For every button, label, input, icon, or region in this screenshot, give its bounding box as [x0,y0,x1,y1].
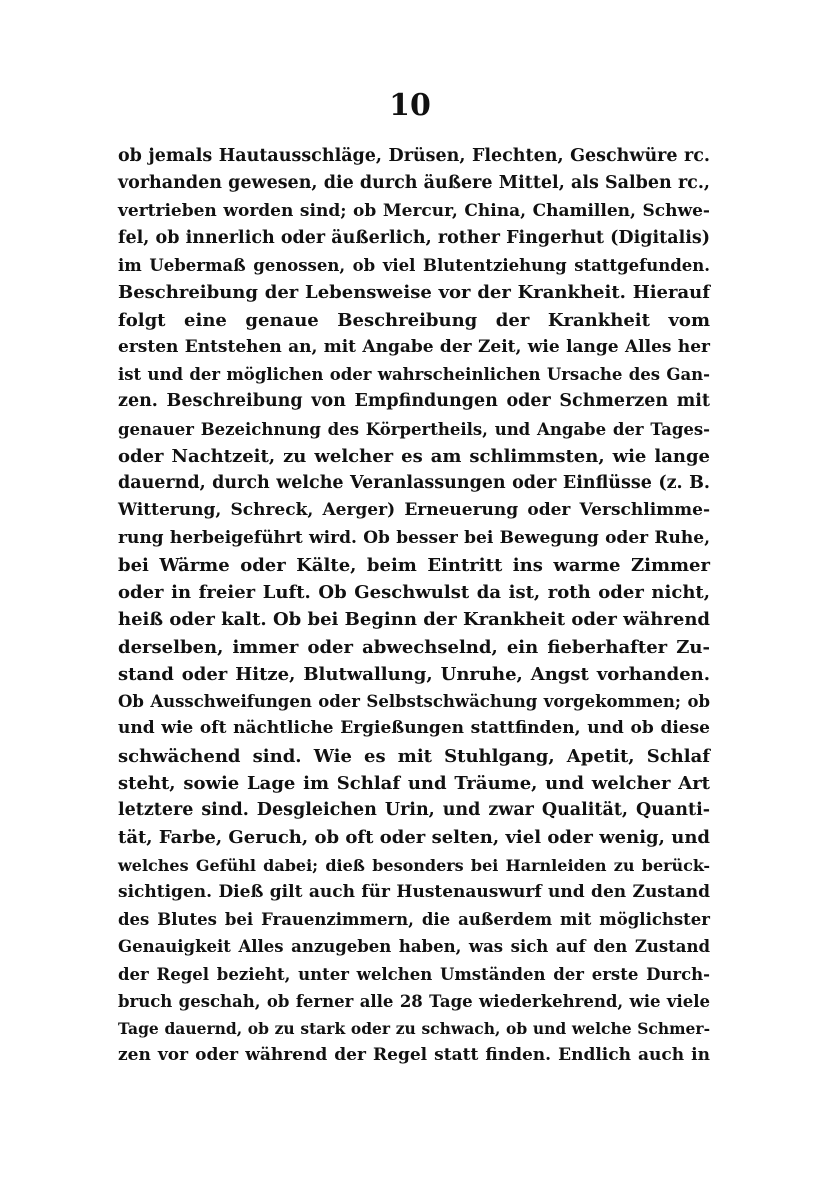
text-line: rung herbeigeführt wird. Ob besser bei Bewegung oder Ruhe, [118,527,710,548]
text-line: ersten Entstehen an, mit Angabe der Zeit, wie lange Alles her [118,336,710,357]
text-line: vertrieben worden sind; ob Mercur, China, Chamillen, Schwe- [118,200,710,221]
text-line: oder in freier Luft. Ob Geschwulst da ist, roth oder nicht, [118,582,710,603]
text-line: sichtigen. Dieß gilt auch für Hustenauswurf und den Zustand [118,881,710,902]
text-line: Genauigkeit Alles anzugeben haben, was sich auf den Zustand [118,937,710,957]
body-text [118,143,710,1070]
text-line: heiß oder kalt. Ob bei Beginn der Krankheit oder während [118,609,710,631]
text-line: derselben, immer oder abwechselnd, ein fieberhafter Zu- [118,636,710,658]
text-line: zen. Beschreibung von Empfindungen oder Schmerzen mit [118,391,710,412]
text-line: stand oder Hitze, Blutwallung, Unruhe, Angst vorhanden. [118,663,710,685]
text-line: vorhanden gewesen, die durch äußere Mittel, als Salben rc., [118,173,710,194]
text-line: genauer Bezeichnung des Körpertheils, und Angabe der Tages- [118,419,710,439]
text-line: ist und der möglichen oder wahrscheinlichen Ursache des Gan- [118,365,710,384]
text-line: ob jemals Hautausschläge, Drüsen, Flechten, Geschwüre rc. [118,146,710,166]
text-line: welches Gefühl dabei; dieß besonders bei Harnleiden zu berück- [118,855,710,875]
text-line: Beschreibung der Lebensweise vor der Krankheit. Hierauf [118,282,710,304]
text-line: folgt eine genaue Beschreibung der Krankheit vom [118,309,710,331]
text-line: steht, sowie Lage im Schlaf und Träume, und welcher Art [118,772,710,794]
text-line: oder Nachtzeit, zu welcher es am schlimmsten, wie lange [118,445,710,467]
text-line: bruch geschah, ob ferner alle 28 Tage wiederkehrend, wie viele [118,991,710,1011]
page-number: 10 [389,88,431,123]
text-line: tät, Farbe, Geruch, ob oft oder selten, viel oder wenig, und [118,827,710,849]
text-line: Tage dauernd, ob zu stark oder zu schwach, ob und welche Schmer- [118,1019,710,1038]
text-line: Ob Ausschweifungen oder Selbstschwächung vorgekommen; ob [118,692,710,711]
text-line: zen vor oder während der Regel statt finden. Endlich auch in [118,1045,710,1066]
text-line: im Uebermaß genossen, ob viel Blutentziehung stattgefunden. [118,256,710,275]
text-line: Witterung, Schreck, Aerger) Erneuerung oder Verschlimme- [118,500,710,521]
text-line: dauernd, durch welche Veranlassungen oder Einflüsse (z. B. [118,473,710,493]
text-line: des Blutes bei Frauenzimmern, die außerdem mit möglichster [118,910,710,929]
text-line: und wie oft nächtliche Ergießungen stattfinden, und ob diese [118,718,710,739]
text-line: der Regel bezieht, unter welchen Umständen der erste Durch- [118,964,710,984]
text-line: letztere sind. Desgleichen Urin, und zwar Qualität, Quanti- [118,800,710,820]
text-line: fel, ob innerlich oder äußerlich, rother Fingerhut (Digitalis) [118,227,710,248]
text-line: bei Wärme oder Kälte, beim Eintritt ins warme Zimmer [118,554,710,576]
text-line: schwächend sind. Wie es mit Stuhlgang, Apetit, Schlaf [118,745,710,767]
